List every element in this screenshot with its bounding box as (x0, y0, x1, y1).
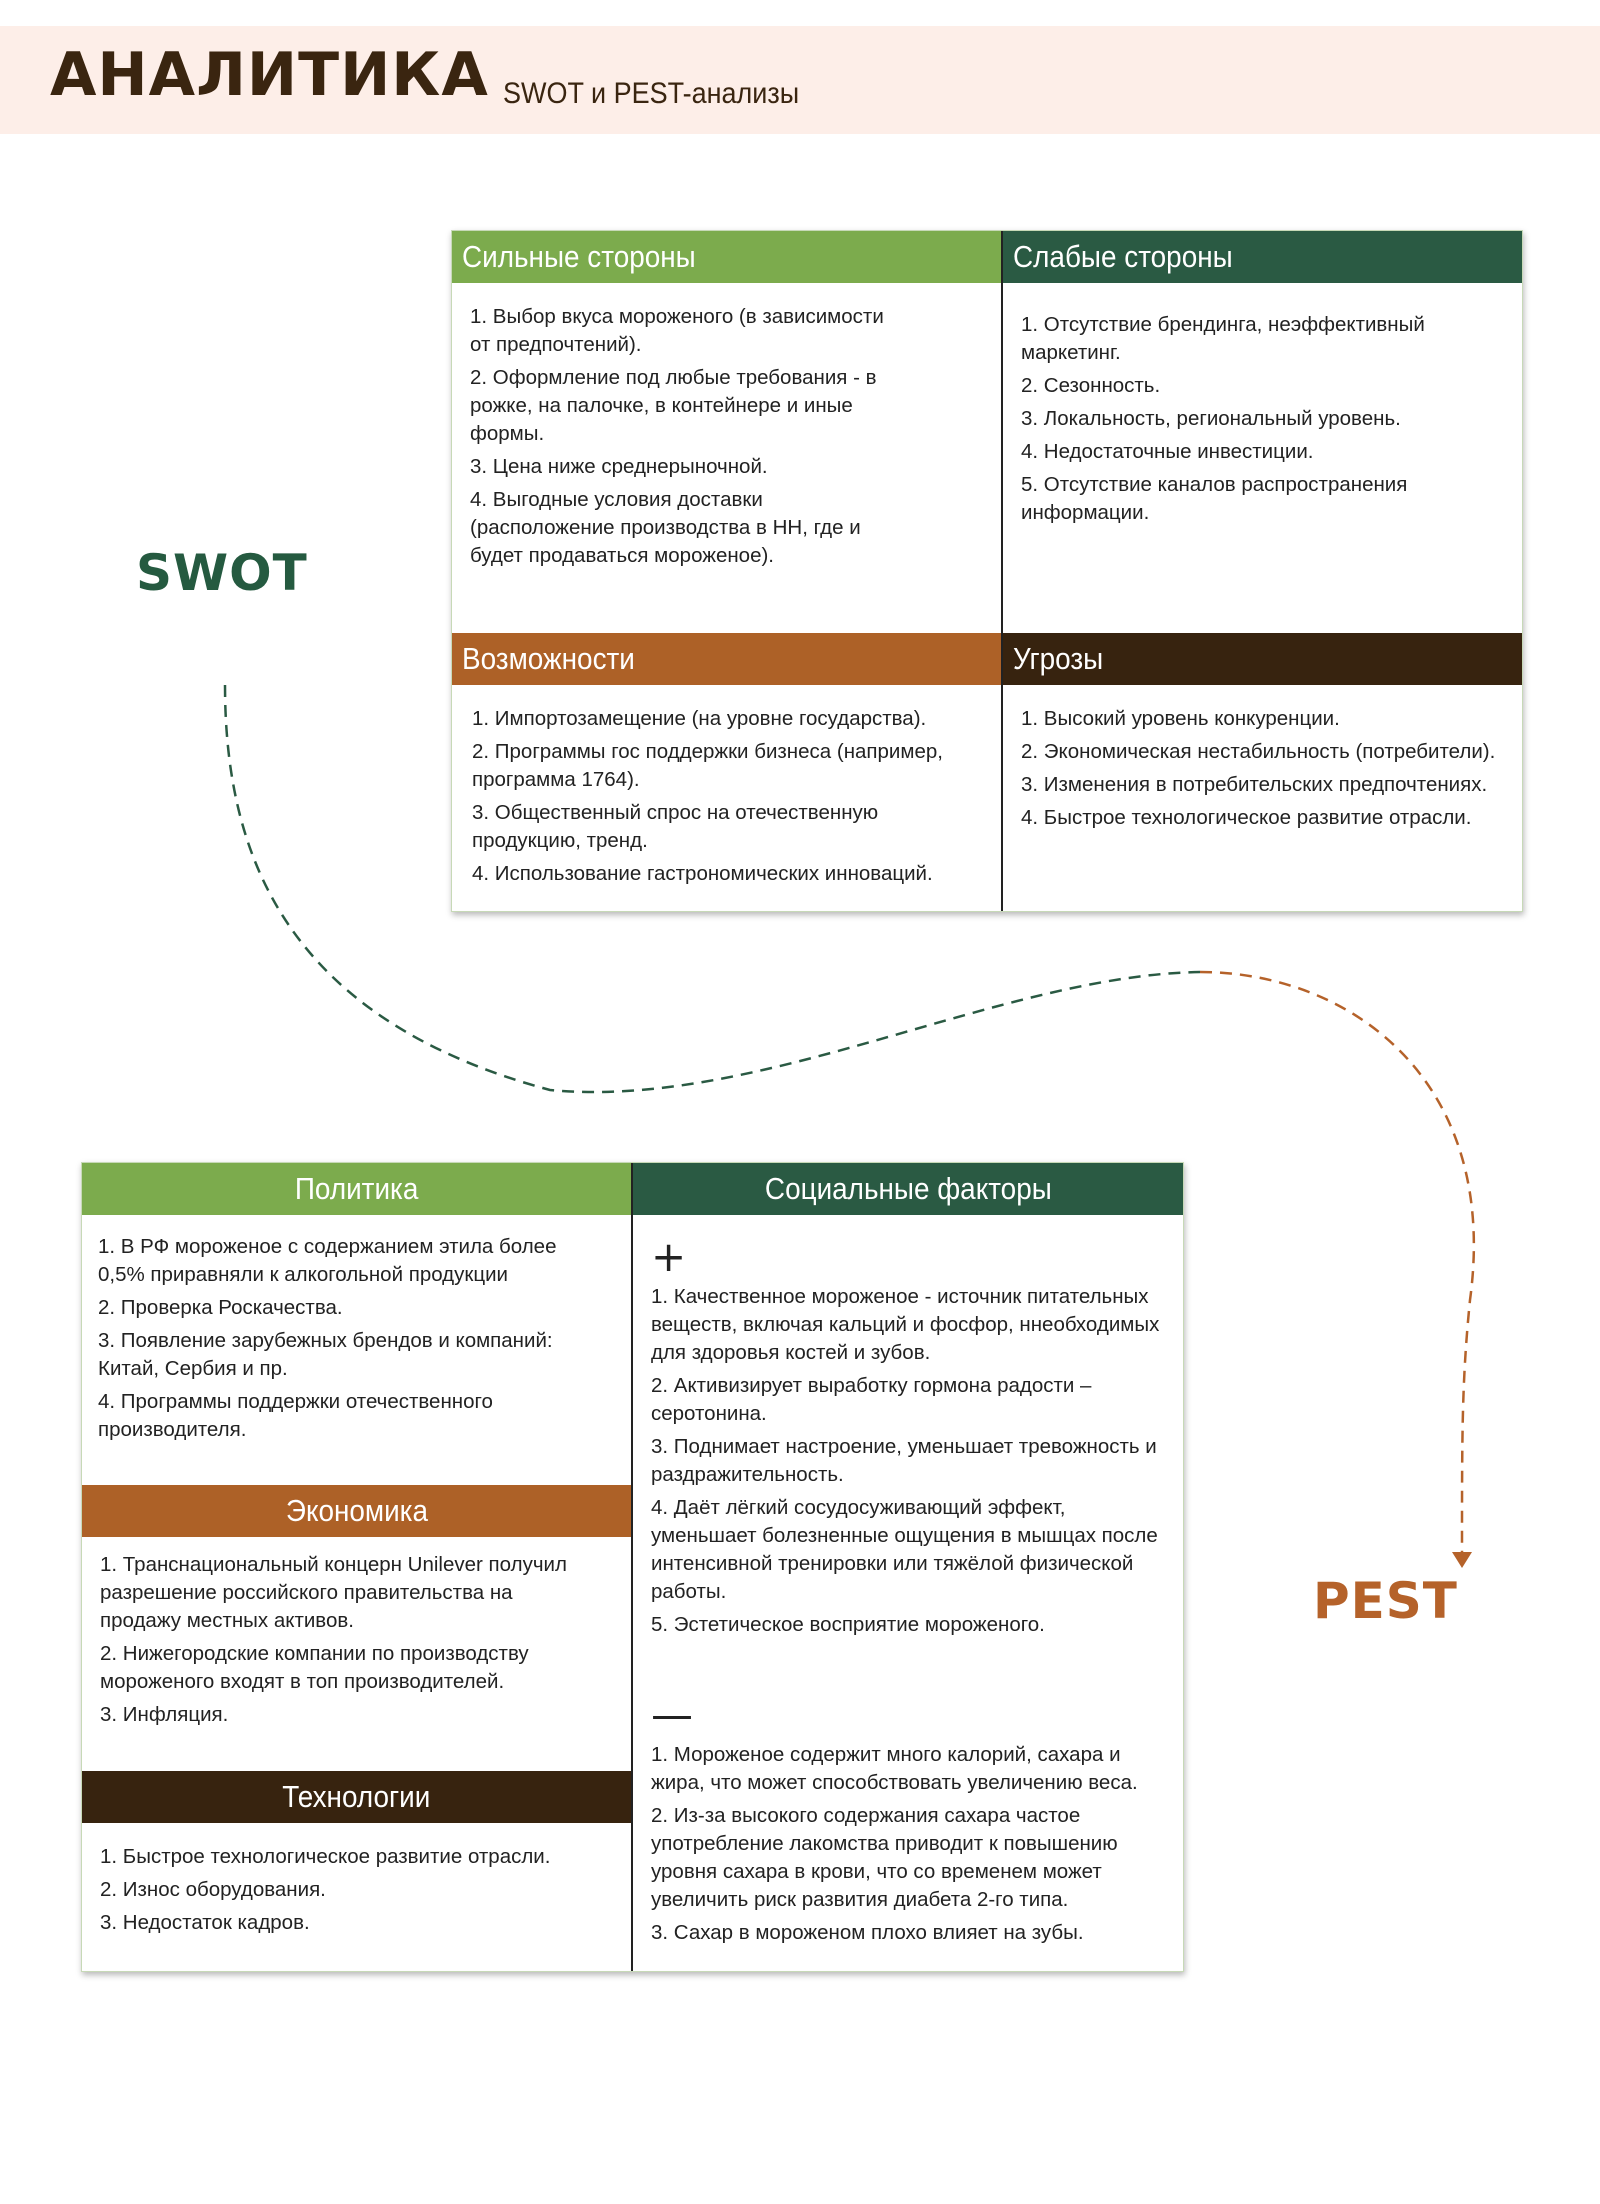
list-item: 3. Инфляция. (100, 1703, 229, 1726)
list-item: 1. Быстрое технологическое развитие отрасли. (100, 1845, 551, 1868)
pest-economy (82, 1485, 631, 1771)
arrow-head-icon (1452, 1552, 1472, 1568)
list-item: 4. Быстрое технологическое развитие отрасли. (1021, 806, 1472, 829)
pest-label: PEST (1313, 1572, 1458, 1630)
threats-list (1003, 685, 1522, 832)
list-item: 2. Активизирует выработку гормона радости – серотонина. (651, 1374, 1092, 1425)
threats-header: Угрозы (1003, 633, 1522, 685)
swot-matrix (451, 230, 1523, 912)
list-item: 3. Поднимает настроение, уменьшает тревожность и раздражительность. (651, 1435, 1157, 1486)
technology-header: Технологии (82, 1771, 631, 1823)
list-item: 1. Транснациональный концерн Unilever получил разрешение российского правительства на продажу местных активов. (100, 1553, 567, 1632)
list-item: 3. Появление зарубежных брендов и компаний: Китай, Сербия и пр. (98, 1329, 553, 1380)
social-plus-list (651, 1283, 1169, 1639)
list-item: 2. Оформление под любые требования - в рожке, на палочке, в контейнере и иные формы. (470, 366, 877, 445)
list-item: 2. Износ оборудования. (100, 1878, 326, 1901)
strengths-list (452, 283, 1001, 570)
page-title: АНАЛИТИКА (50, 40, 489, 110)
list-item: 3. Цена ниже среднерыночной. (470, 455, 768, 478)
swot-label: SWOT (136, 544, 308, 602)
list-item: 1. Импортозамещение (на уровне государства). (472, 707, 927, 730)
page-subtitle: SWOT и PEST-анализы (503, 77, 800, 110)
list-item: 2. Экономическая нестабильность (потребители). (1021, 740, 1496, 763)
pest-technology (82, 1771, 631, 1971)
list-item: 2. Сезонность. (1021, 374, 1161, 397)
list-item: 4. Даёт лёгкий сосудосуживающий эффект, уменьшает болезненные ощущения в мышцах после интенсивной тренировки или тяжёлой физической работы. (651, 1496, 1158, 1603)
list-item: 1. Выбор вкуса мороженого (в зависимости от предпочтений). (470, 305, 884, 356)
opportunities-header: Возможности (452, 633, 1001, 685)
swot-threats (1003, 633, 1522, 911)
social-header: Социальные факторы (633, 1163, 1183, 1215)
social-minus-list (651, 1741, 1169, 1947)
list-item: 3. Недостаток кадров. (100, 1911, 310, 1934)
list-item: 2. Программы гос поддержки бизнеса (например, программа 1764). (472, 740, 943, 791)
list-item: 3. Общественный спрос на отечественную продукцию, тренд. (472, 801, 879, 852)
technology-list (82, 1823, 631, 1937)
politics-list (82, 1215, 631, 1444)
swot-strengths (452, 231, 1001, 633)
list-item: 2. Нижегородские компании по производству мороженого входят в топ производителей. (100, 1642, 529, 1693)
list-item: 5. Отсутствие каналов распространения информации. (1021, 473, 1408, 524)
list-item: 4. Недостаточные инвестиции. (1021, 440, 1314, 463)
swot-weaknesses (1003, 231, 1522, 633)
swot-opportunities (452, 633, 1001, 911)
weaknesses-list (1003, 283, 1522, 527)
list-item: 4. Выгодные условия доставки (расположение производства в НН, где и будет продаваться мороженое). (470, 488, 861, 567)
economy-list (82, 1537, 631, 1729)
strengths-header: Сильные стороны (452, 231, 1001, 283)
list-item: 3. Локальность, региональный уровень. (1021, 407, 1401, 430)
list-item: 1. В РФ мороженое с содержанием этила более 0,5% приравняли к алкогольной продукции (98, 1235, 557, 1286)
list-item: 1. Качественное мороженое - источник питательных веществ, включая кальций и фосфор, ннеобходимых для здоровья костей и зубов. (651, 1285, 1160, 1364)
list-item: 1. Высокий уровень конкуренции. (1021, 707, 1340, 730)
minus-sign-icon: — (651, 1690, 693, 1739)
list-item: 1. Мороженое содержит много калорий, сахара и жира, что может способствовать увеличению веса. (651, 1743, 1138, 1794)
list-item: 2. Проверка Роскачества. (98, 1296, 343, 1319)
list-item: 3. Сахар в мороженом плохо влияет на зубы. (651, 1921, 1084, 1944)
connector-path-pest (1200, 972, 1474, 1554)
pest-social (633, 1163, 1183, 1971)
pest-politics (82, 1163, 631, 1485)
list-item: 4. Использование гастрономических инноваций. (472, 862, 933, 885)
economy-header: Экономика (82, 1485, 631, 1537)
weaknesses-header: Слабые стороны (1003, 231, 1522, 283)
opportunities-list (452, 685, 1001, 888)
list-item: 5. Эстетическое восприятие мороженого. (651, 1613, 1045, 1636)
list-item: 2. Из-за высокого содержания сахара частое употребление лакомства приводит к повышению уровня сахара в крови, что со временем может увеличить риск развития диабета 2-го типа. (651, 1804, 1118, 1911)
plus-sign-icon: + (651, 1232, 687, 1281)
list-item: 4. Программы поддержки отечественного производителя. (98, 1390, 493, 1441)
list-item: 1. Отсутствие брендинга, неэффективный маркетинг. (1021, 313, 1425, 364)
politics-header: Политика (82, 1163, 631, 1215)
list-item: 3. Изменения в потребительских предпочтениях. (1021, 773, 1488, 796)
pest-matrix (81, 1162, 1184, 1972)
